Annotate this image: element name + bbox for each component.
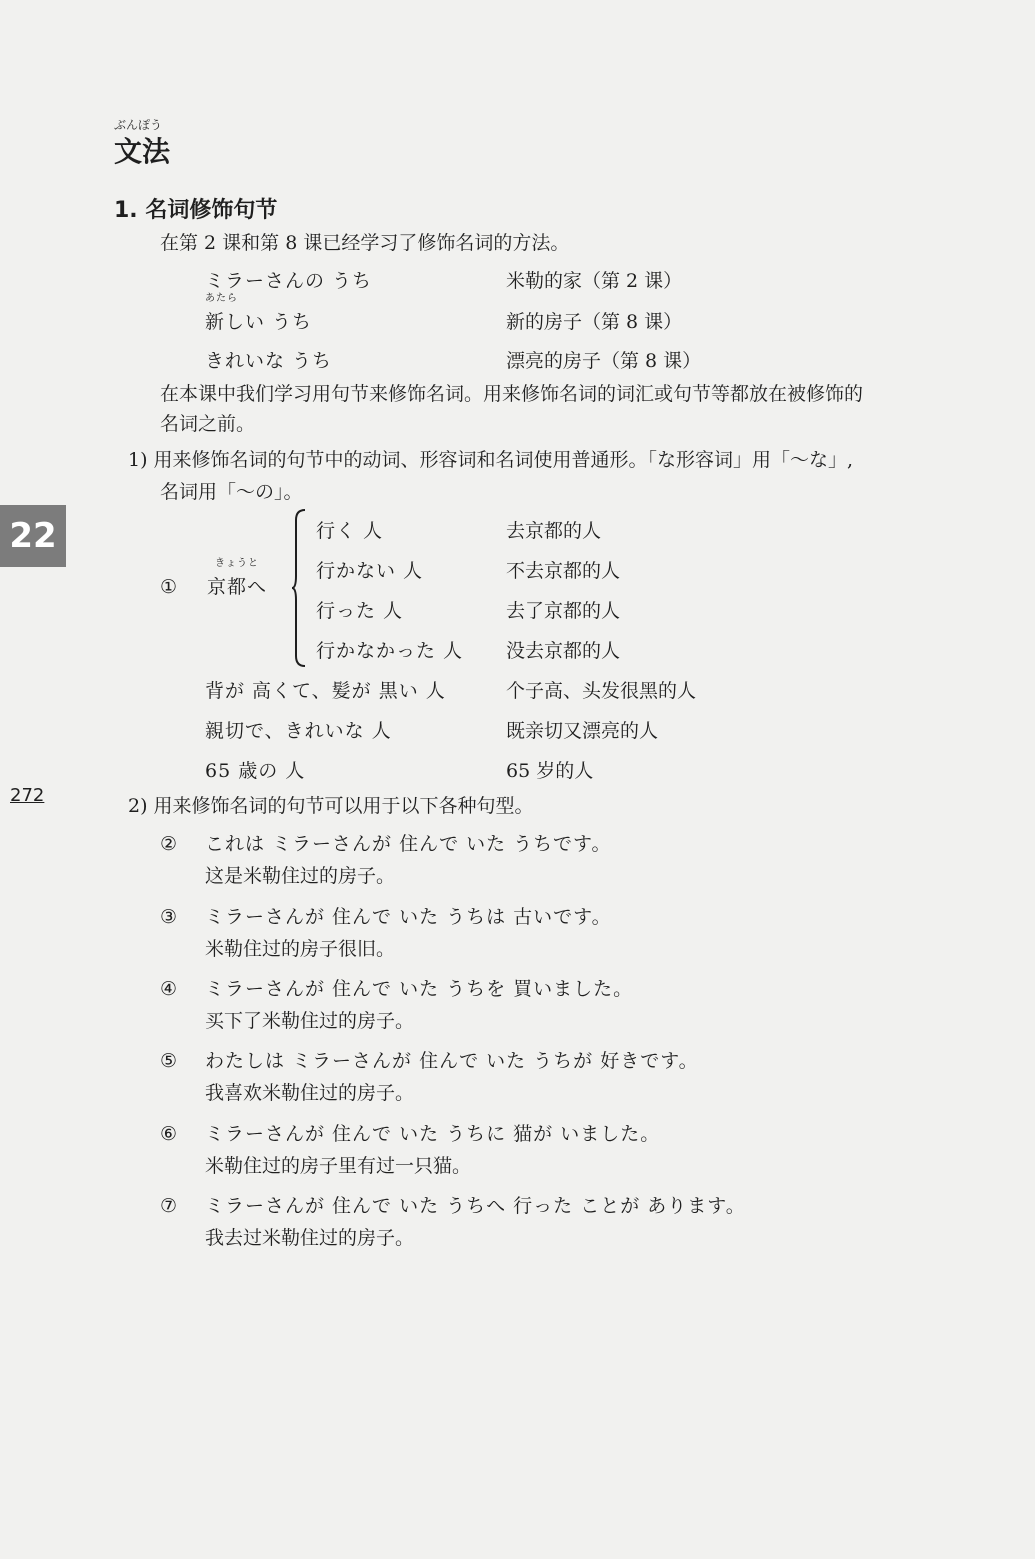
section-intro: 在第 2 课和第 8 课已经学习了修饰名词的方法。: [160, 232, 570, 254]
brace-icon: [292, 508, 306, 668]
sentence-marker: ③: [160, 906, 178, 928]
example-cn: 新的房子（第 8 课）: [506, 311, 683, 333]
sentence-cn: 买下了米勒住过的房子。: [205, 1010, 415, 1032]
example-jp: ミラーさんの うち: [205, 270, 373, 292]
example-jp: 背が 高くて、髪が 黒い 人: [205, 680, 446, 702]
sentence-cn: 米勒住过的房子很旧。: [205, 938, 396, 960]
conjugation-jp: 行かなかった 人: [316, 640, 464, 662]
point-1: 1) 用来修饰名词的句节中的动词、形容词和名词使用普通形。「な形容词」用「～な」,: [128, 449, 854, 471]
page-number: 272: [10, 785, 45, 806]
example-cn: 个子高、头发很黑的人: [506, 680, 697, 702]
conjugation-cn: 不去京都的人: [506, 560, 621, 582]
lesson-number-badge: 22: [0, 505, 66, 567]
sentence-marker: ④: [160, 978, 178, 1000]
point-2: 2) 用来修饰名词的句节可以用于以下各种句型。: [128, 795, 534, 817]
sentence-jp: ミラーさんが 住んで いた うちは 古いです。: [205, 906, 612, 928]
example-cn: 漂亮的房子（第 8 课）: [506, 350, 702, 372]
ruby-text: きょうと: [215, 558, 259, 569]
sentence-cn: 米勒住过的房子里有过一只猫。: [205, 1155, 472, 1177]
sentence-jp: ミラーさんが 住んで いた うちに 猫が いました。: [205, 1123, 661, 1145]
conjugation-jp: 行った 人: [316, 600, 404, 622]
sentence-jp: これは ミラーさんが 住んで いた うちです。: [205, 833, 612, 855]
sentence-marker: ②: [160, 833, 178, 855]
description-line: 在本课中我们学习用句节来修饰名词。用来修饰名词的词汇或句节等都放在被修饰的: [160, 383, 864, 405]
point-1-cont: 名词用「～の」。: [160, 481, 303, 503]
example-cn: 65 岁的人: [506, 760, 594, 782]
sentence-marker: ⑥: [160, 1123, 178, 1145]
example-jp: 親切で、きれいな 人: [205, 720, 392, 742]
ruby-text: あたら: [205, 293, 238, 304]
conjugation-cn: 去了京都的人: [506, 600, 621, 622]
example-prefix: きょうと 京都へ: [207, 558, 268, 598]
sentence-marker: ⑦: [160, 1195, 178, 1217]
example-marker: ①: [160, 576, 178, 598]
example-cn: 既亲切又漂亮的人: [506, 720, 659, 742]
page-title: 文法: [114, 135, 171, 168]
example-jp: あたら 新しい うち: [205, 293, 313, 333]
conjugation-jp: 行く 人: [316, 520, 384, 542]
sentence-marker: ⑤: [160, 1050, 178, 1072]
conjugation-cn: 没去京都的人: [506, 640, 621, 662]
section-heading: 1. 名词修饰句节: [114, 198, 278, 223]
sentence-jp: わたしは ミラーさんが 住んで いた うちが 好きです。: [205, 1050, 699, 1072]
sentence-cn: 我去过米勒住过的房子。: [205, 1227, 415, 1249]
example-jp: きれいな うち: [205, 350, 333, 372]
example-cn: 米勒的家（第 2 课）: [506, 270, 683, 292]
example-jp: 65 歳の 人: [205, 760, 306, 782]
sentence-cn: 这是米勒住过的房子。: [205, 865, 396, 887]
conjugation-jp: 行かない 人: [316, 560, 424, 582]
sentence-jp: ミラーさんが 住んで いた うちへ 行った ことが あります。: [205, 1195, 746, 1217]
description-line: 名词之前。: [160, 413, 256, 435]
sentence-jp: ミラーさんが 住んで いた うちを 買いました。: [205, 978, 634, 1000]
sentence-cn: 我喜欢米勒住过的房子。: [205, 1082, 415, 1104]
conjugation-cn: 去京都的人: [506, 520, 602, 542]
title-ruby: ぶんぽう: [114, 118, 163, 132]
